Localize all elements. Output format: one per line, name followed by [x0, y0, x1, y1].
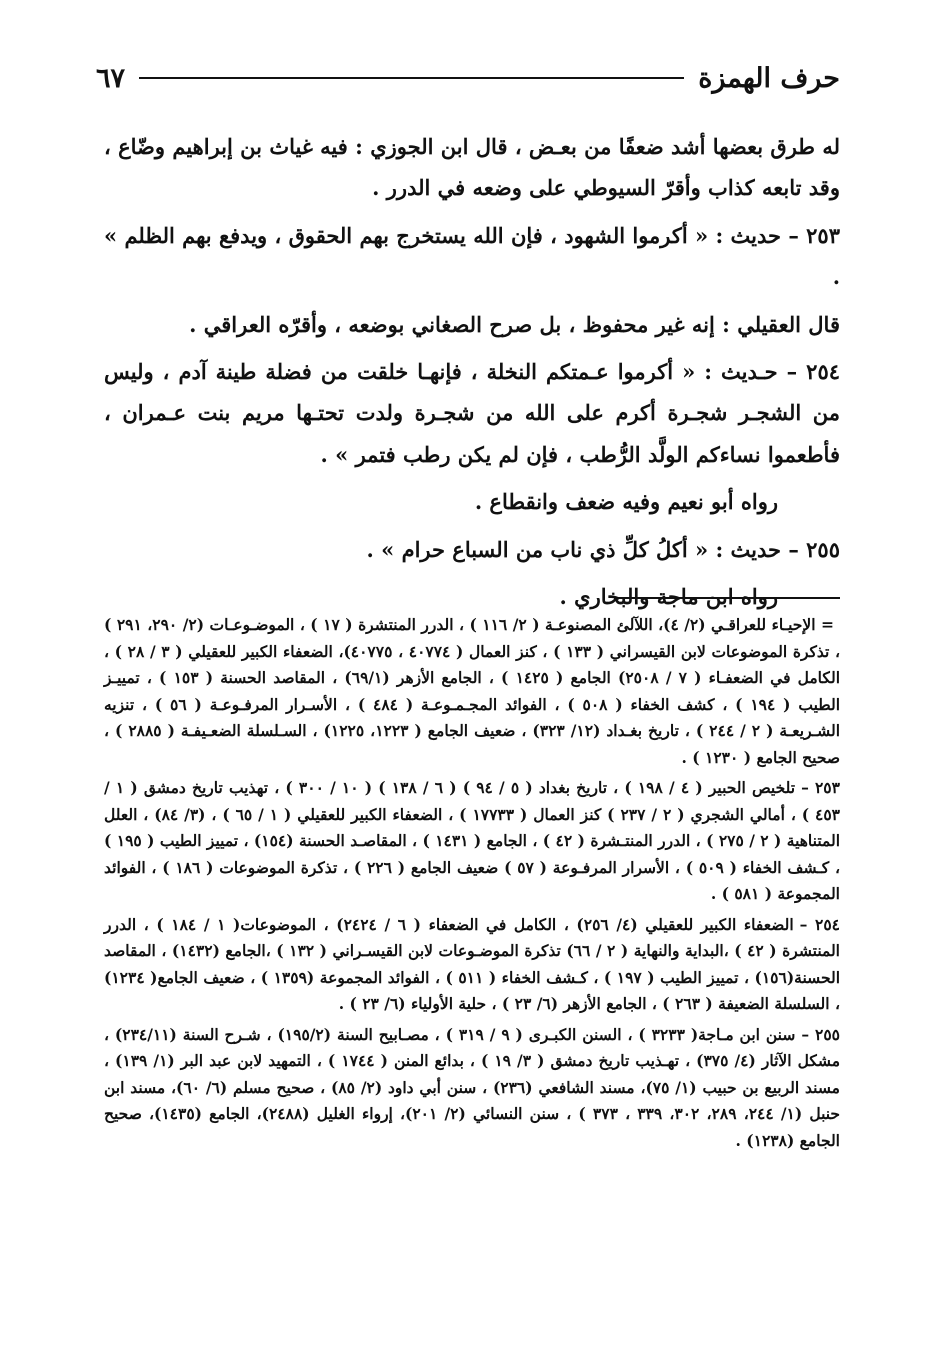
footnote — [104, 775, 840, 908]
hadith-number: ٢٥٥ – — [781, 536, 840, 562]
narration-text: رواه ابن ماجة والبخاري . — [559, 584, 778, 610]
footnote-text: = الإحيـاء للعراقـي (٢/ ٤)، اللآلئ المصنوعـة ( ٢/ ١١٦ ) ، الدرر المنتشرة ( ١٧ ) ، الموضـوعـات (٢/ ٢٩٠، ٢٩١ ) ، تذكرة الموضوعات لابن القيسراني ( ١٣٣ ) ، كنز العمال ( ٤٠٧٧٤ ، ٤٠٧٧٥)، الضعفاء الكبير للعقيلي ( ٣ / ٢٨ ) ، الكامل في الضعفـاء ( ٧ / ٢٥٠٨) الجامع ( ١٤٢٥ ) ، الجامع الأزهر (٦٩/١) ، المقاصد الحسنة ( ١٥٣ ) ، تمييـز الطيب ( ١٩٤ ) ، كشف الخفاء ( ٥٠٨ ) ، الفوائد المجـمـوعـة ( ٤٨٤ ) ، الأسـرار المرفـوعـة ( ٥٦ ) ، تنزيه الشـريعـة ( ٢ / ٢٤٤ ) ، تاريخ بغـداد (١٢/ ٣٢٣) ، ضعيف الجامع ( ١٢٢٣، ١٢٢٥) ، السـلسلة الضعـيفـة ( ٢٨٨٥ ) ، صحيح الجامع ( ١٢٣٠ ) . — [104, 615, 841, 767]
footnote — [104, 612, 840, 771]
hadith-entry — [104, 215, 840, 298]
paragraph — [104, 126, 840, 209]
footnote — [104, 912, 840, 1018]
paragraph — [104, 304, 840, 345]
footnote — [104, 1022, 840, 1155]
hadith-entry — [104, 529, 840, 570]
paragraph-text: قال العقيلي : إنه غير محفوظ ، بل صرح الصغاني بوضعه ، وأقرّه العراقي . — [189, 311, 840, 337]
paragraph-text: له طرق بعضها أشد ضعفًا من بعـض ، قال ابن الجوزي : فيه غياث بن إبراهيم وضّاع ، وقد تابعه كذاب وأقرّ السيوطي على وضعه في الدرر . — [104, 134, 840, 201]
footnote-number: ٢٥٥ – — [801, 1024, 840, 1044]
chapter-title: حرف الهمزة — [698, 62, 840, 94]
hadith-entry — [104, 351, 840, 475]
footnote-number: ٢٥٣ – — [801, 778, 840, 797]
page-number: ٦٧ — [96, 62, 126, 94]
footnote-text: تلخيص الحبير ( ٤ / ١٩٨ ) ، تاريخ بغداد ( ٥ / ٩٤ ) ( ٦ / ١٣٨ ) ( ١٠ / ٣٠٠ ) ، تهذيب تاريخ دمشق ( ١ / ٤٥٣ ) ، أمالي الشجري ( ٢ / ٢٣٧ ) كنز العمال ( ١٧٧٣٣ ) ، الضعفاء الكبير للعقيلي ( ١ / ٦٥ ) ، (٣/ ٨٤) ، العلل المتناهية ( ٢ / ٢٧٥ ) ، الدرر المنتـشرة ( ٤٢ ) ، الجامع ( ١٤٣١ ) ، المقاصـد الحسنة (١٥٤) ، تمييز الطيب ( ١٩٥ ) ، كـشف الخفاء ( ٥٠٩ ) ، الأسرار المرفـوعة ( ٥٧ ) ضعيف الجامع ( ٢٢٦ ) ، تذكرة الموضوعات ( ١٨٦ ) ، الفوائد المجموعة ( ٥٨١ ) . — [104, 778, 840, 903]
narration-text: رواه أبو نعيم وفيه ضعف وانقطاع . — [474, 489, 778, 515]
footnote-text: سنن ابن مـاجة( ٣٢٣٣ ) ، السنن الكبـرى ( ٩ / ٣١٩ ) ، مصـابيح السنة (١٩٥/٢) ، شـرح السنة (٢٣٤/١١) ، مشكل الآثار (٤/ ٣٧٥) ، تهـذيب تاريخ دمشق ( ٣/ ١٩ ) ، بدائع المنن ( ١٧٤٤ ) ، التمهيد لابن عبد البر (١/ ١٣٩) ، مسند الربيع بن حبيب (١/ ٧٥)، مسند الشافعي (٢٣٦) ، سنن أبي داود (٢/ ٨٥) ، صحيح مسلم (٦/ ٦٠)، مسند ابن حنبل (١/ ٢٤٤، ٢٨٩، ٣٠٢، ٣٣٩ ، ٣٧٣ ) ، سنن النسائي (٢/ ٢٠١)، إرواء الغليل (٢٤٨٨)، الجامع (١٤٣٥)، صحيح الجامع (١٢٣٨) . — [104, 1024, 841, 1150]
footnote-separator — [614, 597, 840, 599]
hadith-number: ٢٥٤ – — [777, 359, 841, 385]
hadith-text: حديث : « أكلُ كلِّ ذي ناب من السباع حرام » . — [366, 536, 782, 562]
footnotes — [104, 612, 840, 1158]
hadith-text: حـديث : « أكرموا عـمتكم النخلة ، فإنهـا خلقت من فضلة طينة آدم ، وليس من الشجـر شجـرة أكرم على الله من شجـرة ولدت تحتـها مريم بنت عـمران ، فأطعموا نساءكم الولَّد الرُّطب ، فإن لم يكن رطب فتمر » . — [104, 359, 840, 467]
main-text — [104, 126, 840, 623]
footnote-number: ٢٥٤ – — [799, 914, 840, 934]
hadith-text: حديث : « أكرموا الشهود ، فإن الله يستخرج بهم الحقوق ، ويدفع بهم الظلم » . — [104, 222, 840, 290]
header-rule — [139, 77, 684, 79]
narration-note — [104, 481, 840, 522]
footnote-text: الضعفاء الكبير للعقيلي (٤/ ٢٥٦) ، الكامل في الضعفاء ( ٦ / ٢٤٢٤) ، الموضوعات( ١ / ١٨٤ ) ، الدرر المنتشرة ( ٤٢ ) ،البداية والنهاية ( ٢ / ٦٦) تذكرة الموضـوعات لابن القيسـراني ( ١٣٢ ) ،الجامع (١٤٣٢) ، المقاصد الحسنة(١٥٦) ، تمييز الطيب ( ١٩٧ ) ، كـشف الخفاء ( ٥١١ ) ، الفوائد المجموعة (١٣٥٩ ) ، ضعيف الجامع( ١٢٣٤) ، السلسلة الضعيفة ( ٢٦٣ ) ، الجامع الأزهر (٦/ ٢٣ ) ، حلية الأولياء (٦/ ٢٣ ) . — [104, 914, 840, 1013]
page-header — [96, 56, 840, 100]
hadith-number: ٢٥٣ – — [781, 222, 840, 248]
